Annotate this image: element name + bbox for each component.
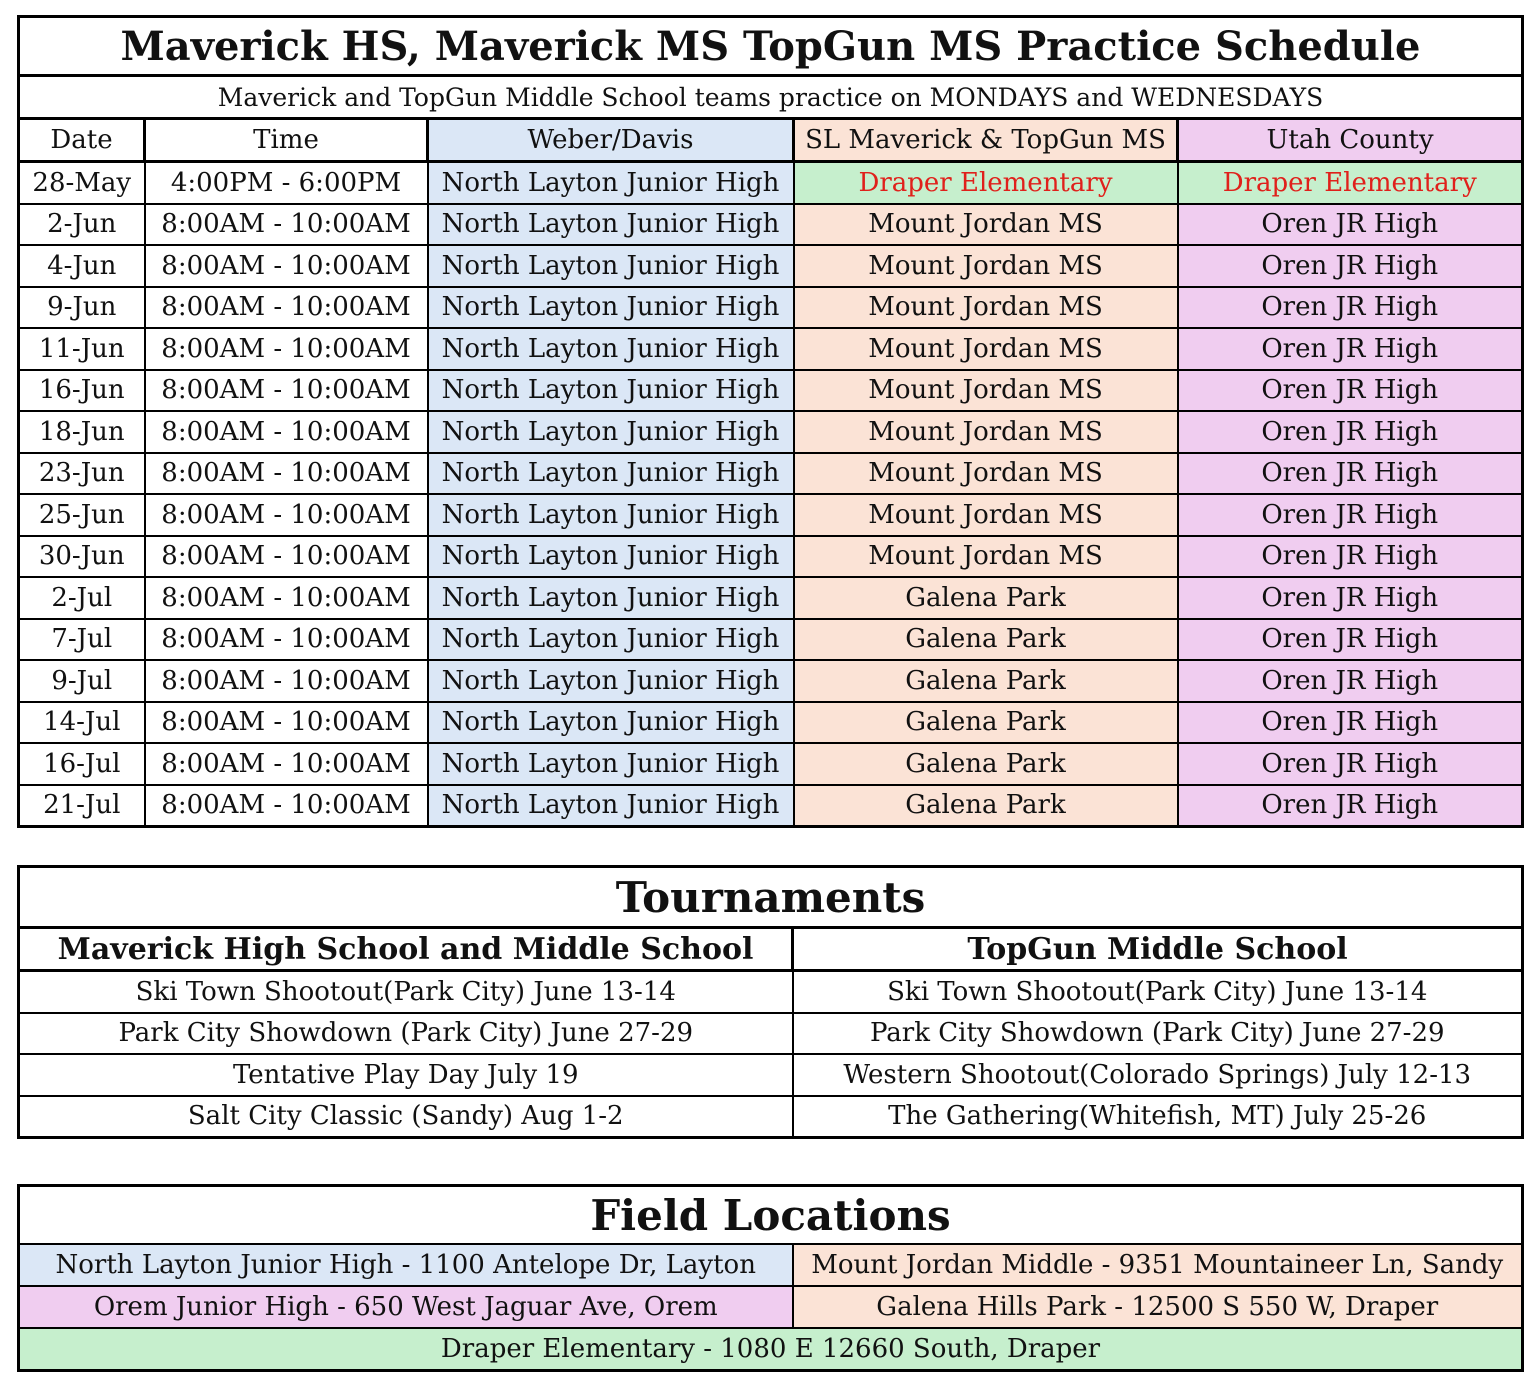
cell-sl-maverick: Mount Jordan MS xyxy=(794,204,1178,246)
cell-date: 14-Jul xyxy=(19,702,145,744)
table-row xyxy=(19,1244,1523,1286)
cell-time: 8:00AM - 10:00AM xyxy=(145,619,428,661)
table-row xyxy=(19,328,1523,370)
cell-date: 2-Jul xyxy=(19,577,145,619)
cell-sl-maverick: Mount Jordan MS xyxy=(794,494,1178,536)
cell-weber-davis: North Layton Junior High xyxy=(428,785,794,827)
header-date: Date xyxy=(19,119,145,162)
cell-topgun-tournament: Park City Showdown (Park City) June 27-29 xyxy=(793,1013,1523,1055)
cell-utah-county: Oren JR High xyxy=(1178,536,1523,578)
table-row xyxy=(19,536,1523,578)
header-maverick: Maverick High School and Middle School xyxy=(19,928,793,971)
cell-topgun-tournament: Ski Town Shootout(Park City) June 13-14 xyxy=(793,971,1523,1013)
cell-weber-davis: North Layton Junior High xyxy=(428,536,794,578)
cell-sl-maverick: Galena Park xyxy=(794,785,1178,827)
cell-time: 8:00AM - 10:00AM xyxy=(145,245,428,287)
cell-weber-davis: North Layton Junior High xyxy=(428,411,794,453)
cell-utah-county: Oren JR High xyxy=(1178,619,1523,661)
cell-utah-county: Oren JR High xyxy=(1178,577,1523,619)
cell-sl-maverick: Galena Park xyxy=(794,743,1178,785)
cell-time: 8:00AM - 10:00AM xyxy=(145,702,428,744)
table-row xyxy=(19,370,1523,412)
cell-date: 25-Jun xyxy=(19,494,145,536)
cell-weber-davis: North Layton Junior High xyxy=(428,245,794,287)
header-sl-maverick: SL Maverick & TopGun MS xyxy=(794,119,1178,162)
cell-sl-maverick: Galena Park xyxy=(794,577,1178,619)
cell-time: 8:00AM - 10:00AM xyxy=(145,453,428,495)
cell-utah-county: Oren JR High xyxy=(1178,785,1523,827)
cell-topgun-tournament: Western Shootout(Colorado Springs) July 12-13 xyxy=(793,1054,1523,1096)
cell-utah-county: Oren JR High xyxy=(1178,660,1523,702)
cell-maverick-tournament: Ski Town Shootout(Park City) June 13-14 xyxy=(19,971,793,1013)
cell-sl-maverick: Mount Jordan MS xyxy=(794,370,1178,412)
cell-date: 16-Jul xyxy=(19,743,145,785)
cell-weber-davis: North Layton Junior High xyxy=(428,204,794,246)
tournaments-header-row xyxy=(19,928,1523,971)
cell-topgun-tournament: The Gathering(Whitefish, MT) July 25-26 xyxy=(793,1096,1523,1138)
cell-time: 4:00PM - 6:00PM xyxy=(145,162,428,204)
table-row xyxy=(19,1054,1523,1096)
cell-weber-davis: North Layton Junior High xyxy=(428,370,794,412)
cell-sl-maverick: Galena Park xyxy=(794,702,1178,744)
cell-utah-county: Draper Elementary xyxy=(1178,162,1523,204)
cell-time: 8:00AM - 10:00AM xyxy=(145,577,428,619)
cell-utah-county: Oren JR High xyxy=(1178,245,1523,287)
table-row xyxy=(19,1096,1523,1138)
table-row xyxy=(19,1286,1523,1328)
cell-maverick-tournament: Tentative Play Day July 19 xyxy=(19,1054,793,1096)
cell-time: 8:00AM - 10:00AM xyxy=(145,785,428,827)
tournaments-table xyxy=(17,865,1524,1139)
cell-weber-davis: North Layton Junior High xyxy=(428,660,794,702)
cell-time: 8:00AM - 10:00AM xyxy=(145,536,428,578)
cell-weber-davis: North Layton Junior High xyxy=(428,494,794,536)
cell-time: 8:00AM - 10:00AM xyxy=(145,287,428,329)
cell-date: 21-Jul xyxy=(19,785,145,827)
cell-date: 18-Jun xyxy=(19,411,145,453)
cell-sl-maverick: Mount Jordan MS xyxy=(794,536,1178,578)
header-time: Time xyxy=(145,119,428,162)
table-row xyxy=(19,660,1523,702)
cell-utah-county: Oren JR High xyxy=(1178,287,1523,329)
header-weber-davis: Weber/Davis xyxy=(428,119,794,162)
cell-weber-davis: North Layton Junior High xyxy=(428,577,794,619)
cell-weber-davis: North Layton Junior High xyxy=(428,702,794,744)
schedule-title: Maverick HS, Maverick MS TopGun MS Practice Schedule xyxy=(19,17,1523,76)
table-row xyxy=(19,162,1523,204)
cell-utah-county: Oren JR High xyxy=(1178,494,1523,536)
header-topgun: TopGun Middle School xyxy=(793,928,1523,971)
cell-time: 8:00AM - 10:00AM xyxy=(145,370,428,412)
table-row xyxy=(19,204,1523,246)
cell-date: 7-Jul xyxy=(19,619,145,661)
cell-weber-davis: North Layton Junior High xyxy=(428,162,794,204)
cell-time: 8:00AM - 10:00AM xyxy=(145,328,428,370)
table-row xyxy=(19,577,1523,619)
practice-schedule-table xyxy=(17,15,1524,828)
cell-sl-maverick: Galena Park xyxy=(794,619,1178,661)
cell-maverick-tournament: Salt City Classic (Sandy) Aug 1-2 xyxy=(19,1096,793,1138)
cell-sl-maverick: Mount Jordan MS xyxy=(794,411,1178,453)
cell-time: 8:00AM - 10:00AM xyxy=(145,204,428,246)
field-north-layton: North Layton Junior High - 1100 Antelope Dr, Layton xyxy=(19,1244,793,1286)
cell-time: 8:00AM - 10:00AM xyxy=(145,494,428,536)
cell-date: 4-Jun xyxy=(19,245,145,287)
cell-date: 16-Jun xyxy=(19,370,145,412)
cell-date: 9-Jul xyxy=(19,660,145,702)
table-row xyxy=(19,702,1523,744)
tournaments-body xyxy=(19,971,1523,1138)
table-row xyxy=(19,411,1523,453)
table-row xyxy=(19,494,1523,536)
table-row xyxy=(19,1013,1523,1055)
header-utah-county: Utah County xyxy=(1178,119,1523,162)
cell-date: 30-Jun xyxy=(19,536,145,578)
table-row xyxy=(19,453,1523,495)
cell-date: 11-Jun xyxy=(19,328,145,370)
cell-date: 2-Jun xyxy=(19,204,145,246)
cell-utah-county: Oren JR High xyxy=(1178,204,1523,246)
cell-sl-maverick: Draper Elementary xyxy=(794,162,1178,204)
fields-title: Field Locations xyxy=(19,1186,1523,1245)
table-row xyxy=(19,743,1523,785)
cell-maverick-tournament: Park City Showdown (Park City) June 27-29 xyxy=(19,1013,793,1055)
cell-date: 28-May xyxy=(19,162,145,204)
cell-weber-davis: North Layton Junior High xyxy=(428,619,794,661)
table-row xyxy=(19,971,1523,1013)
cell-date: 23-Jun xyxy=(19,453,145,495)
field-galena: Galena Hills Park - 12500 S 550 W, Draper xyxy=(793,1286,1523,1328)
table-row xyxy=(19,619,1523,661)
cell-weber-davis: North Layton Junior High xyxy=(428,287,794,329)
cell-utah-county: Oren JR High xyxy=(1178,702,1523,744)
table-row xyxy=(19,785,1523,827)
cell-weber-davis: North Layton Junior High xyxy=(428,453,794,495)
cell-sl-maverick: Mount Jordan MS xyxy=(794,245,1178,287)
cell-sl-maverick: Mount Jordan MS xyxy=(794,287,1178,329)
cell-utah-county: Oren JR High xyxy=(1178,411,1523,453)
tournaments-title: Tournaments xyxy=(19,867,1523,928)
cell-time: 8:00AM - 10:00AM xyxy=(145,411,428,453)
cell-time: 8:00AM - 10:00AM xyxy=(145,743,428,785)
field-locations-table xyxy=(17,1184,1524,1372)
schedule-header-row xyxy=(19,119,1523,162)
cell-sl-maverick: Galena Park xyxy=(794,660,1178,702)
field-orem: Orem Junior High - 650 West Jaguar Ave, Orem xyxy=(19,1286,793,1328)
cell-time: 8:00AM - 10:00AM xyxy=(145,660,428,702)
cell-weber-davis: North Layton Junior High xyxy=(428,743,794,785)
table-row xyxy=(19,245,1523,287)
cell-weber-davis: North Layton Junior High xyxy=(428,328,794,370)
cell-date: 9-Jun xyxy=(19,287,145,329)
cell-utah-county: Oren JR High xyxy=(1178,453,1523,495)
cell-sl-maverick: Mount Jordan MS xyxy=(794,328,1178,370)
table-row xyxy=(19,1328,1523,1371)
cell-utah-county: Oren JR High xyxy=(1178,328,1523,370)
cell-utah-county: Oren JR High xyxy=(1178,370,1523,412)
cell-sl-maverick: Mount Jordan MS xyxy=(794,453,1178,495)
field-draper: Draper Elementary - 1080 E 12660 South, Draper xyxy=(19,1328,1523,1371)
schedule-subtitle: Maverick and TopGun Middle School teams practice on MONDAYS and WEDNESDAYS xyxy=(19,76,1523,119)
cell-utah-county: Oren JR High xyxy=(1178,743,1523,785)
schedule-body xyxy=(19,162,1523,827)
field-mount-jordan: Mount Jordan Middle - 9351 Mountaineer Ln, Sandy xyxy=(793,1244,1523,1286)
table-row xyxy=(19,287,1523,329)
